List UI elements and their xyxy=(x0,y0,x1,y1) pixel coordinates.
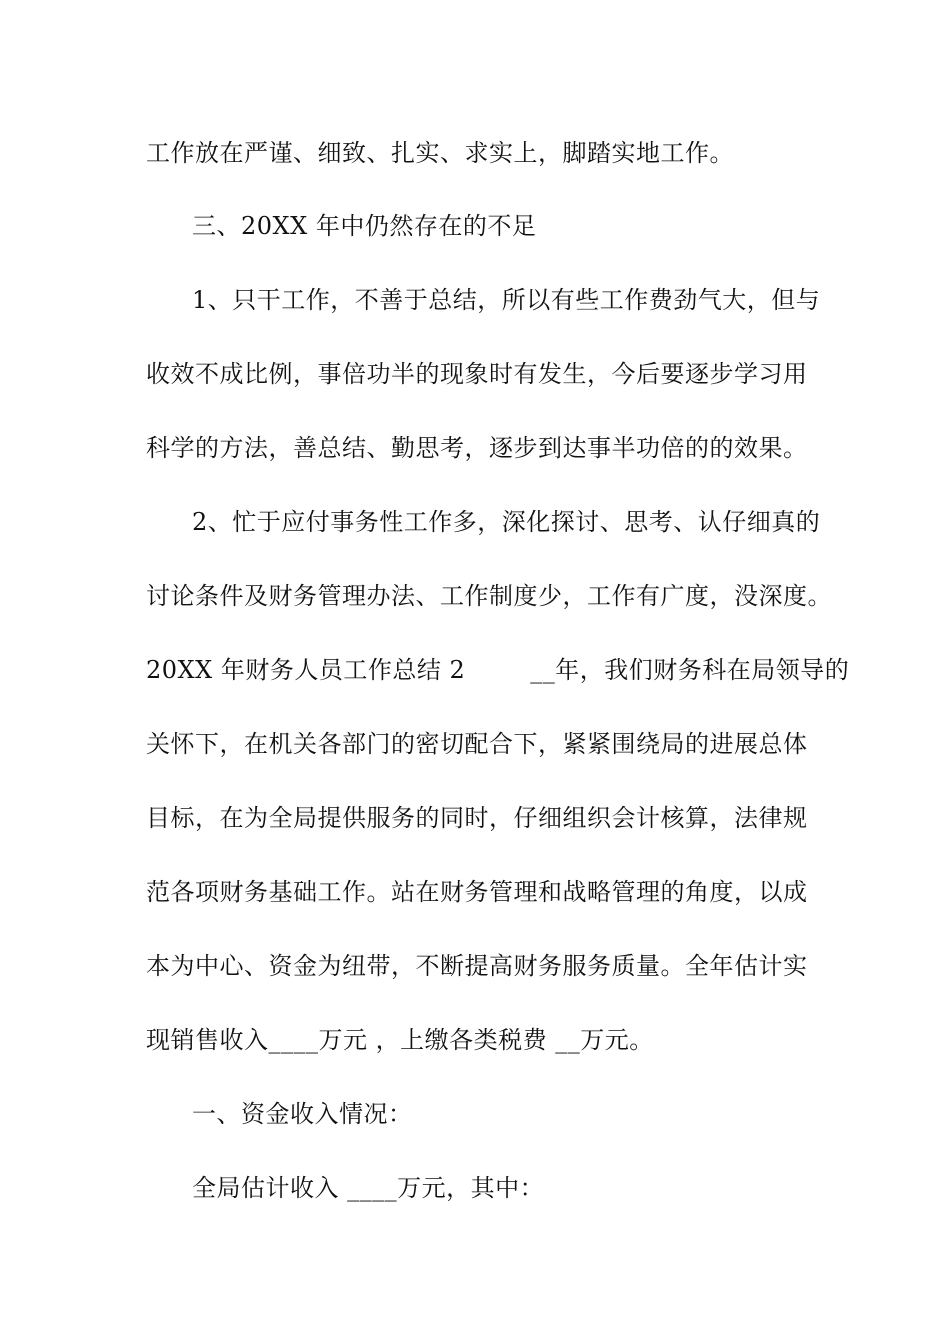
paragraph-line: 20XX 年财务人员工作总结 2 __年，我们财务科在局领导的 xyxy=(146,656,850,684)
paragraph-line: 讨论条件及财务管理办法、工作制度少，工作有广度，没深度。 xyxy=(146,582,832,610)
paragraph-line: 范各项财务基础工作。站在财务管理和战略管理的角度，以成 xyxy=(146,878,808,906)
section-heading: 一、资金收入情况： xyxy=(192,1100,413,1128)
paragraph-line: 目标，在为全局提供服务的同时，仔细组织会计核算，法律规 xyxy=(146,804,808,832)
paragraph-line: 全局估计收入 ____万元，其中： xyxy=(192,1174,545,1202)
paragraph-line: 现销售收入____万元 ，上缴各类税费 __万元。 xyxy=(146,1026,654,1054)
section-heading: 三、20XX 年中仍然存在的不足 xyxy=(192,212,537,240)
paragraph-line: 2、忙于应付事务性工作多，深化探讨、思考、认仔细真的 xyxy=(192,508,821,536)
paragraph-line: 科学的方法，善总结、勤思考，逐步到达事半功倍的的效果。 xyxy=(146,434,808,462)
paragraph-line: 收效不成比例，事倍功半的现象时有发生，今后要逐步学习用 xyxy=(146,360,808,388)
paragraph-line: 关怀下，在机关各部门的密切配合下，紧紧围绕局的进展总体 xyxy=(146,730,808,758)
paragraph-line: 本为中心、资金为纽带，不断提高财务服务质量。全年估计实 xyxy=(146,952,808,980)
paragraph-line: 1、只干工作，不善于总结，所以有些工作费劲气大，但与 xyxy=(192,286,821,314)
paragraph-line: 工作放在严谨、细致、扎实、求实上，脚踏实地工作。 xyxy=(146,139,734,167)
